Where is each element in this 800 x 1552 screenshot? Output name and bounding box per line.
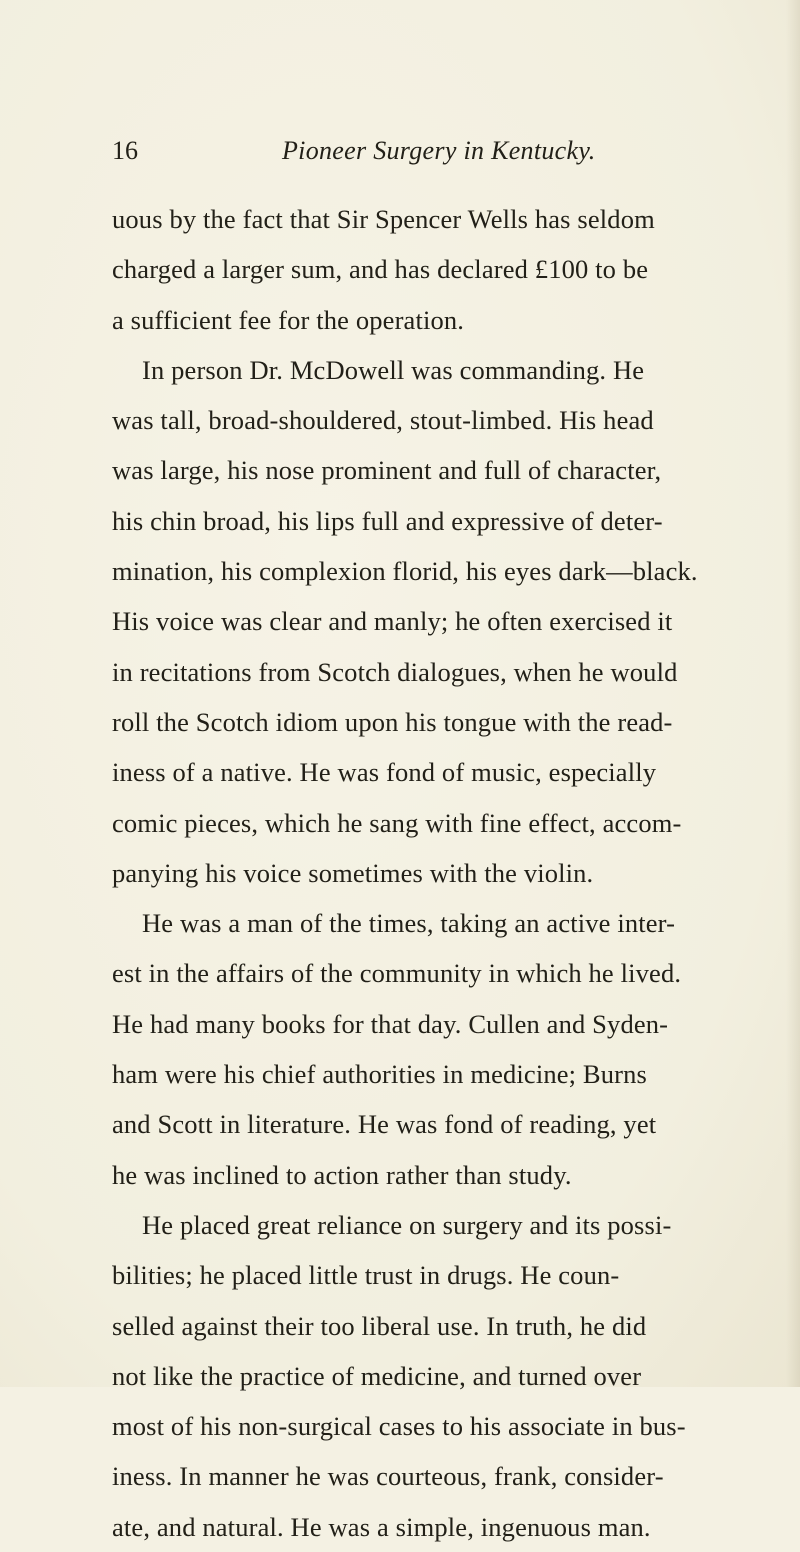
text-line: most of his non-surgical cases to his associate in bus- xyxy=(112,1411,686,1442)
text-line: a sufficient fee for the operation. xyxy=(112,304,465,335)
text-line: he was inclined to action rather than study. xyxy=(112,1159,572,1190)
body-text xyxy=(112,194,698,1552)
text-line: ham were his chief authorities in medicine; Burns xyxy=(112,1059,647,1090)
page-edge-shadow xyxy=(786,0,800,1387)
text-line: iness. In manner he was courteous, frank, consider- xyxy=(112,1461,664,1492)
text-line: est in the affairs of the community in which he lived. xyxy=(112,958,682,989)
paragraph-start-line: He was a man of the times, taking an active inter- xyxy=(142,908,676,939)
text-line: selled against their too liberal use. In truth, he did xyxy=(112,1310,647,1341)
text-line: He had many books for that day. Cullen and Syden- xyxy=(112,1008,669,1039)
text-line: was tall, broad-shouldered, stout-limbed. His head xyxy=(112,405,654,436)
text-line: comic pieces, which he sang with fine effect, accom- xyxy=(112,807,682,838)
text-line: not like the practice of medicine, and turned over xyxy=(112,1360,642,1391)
text-line: roll the Scotch idiom upon his tongue with the read- xyxy=(112,706,673,737)
text-line: and Scott in literature. He was fond of reading, yet xyxy=(112,1109,657,1140)
text-line: in recitations from Scotch dialogues, when he would xyxy=(112,656,678,687)
text-line: charged a larger sum, and has declared £100 to be xyxy=(112,254,649,285)
text-line: his chin broad, his lips full and expressive of deter- xyxy=(112,505,663,536)
text-line: panying his voice sometimes with the violin. xyxy=(112,857,594,888)
running-title: Pioneer Surgery in Kentucky. xyxy=(282,136,596,165)
paragraph-start-line: He placed great reliance on surgery and its possi- xyxy=(142,1209,672,1240)
running-head xyxy=(112,131,712,171)
text-line: was large, his nose prominent and full of character, xyxy=(112,455,662,486)
text-line: mination, his complexion florid, his eyes dark—black. xyxy=(112,556,698,587)
paragraph-start-line: In person Dr. McDowell was commanding. He xyxy=(142,354,645,385)
text-line: bilities; he placed little trust in drugs. He coun- xyxy=(112,1260,620,1291)
text-line: ate, and natural. He was a simple, ingenuous man. xyxy=(112,1511,651,1542)
page-number: 16 xyxy=(112,136,138,165)
text-line: His voice was clear and manly; he often exercised it xyxy=(112,606,673,637)
text-line: uous by the fact that Sir Spencer Wells has seldom xyxy=(112,204,655,234)
text-line: iness of a native. He was fond of music, especially xyxy=(112,757,657,788)
